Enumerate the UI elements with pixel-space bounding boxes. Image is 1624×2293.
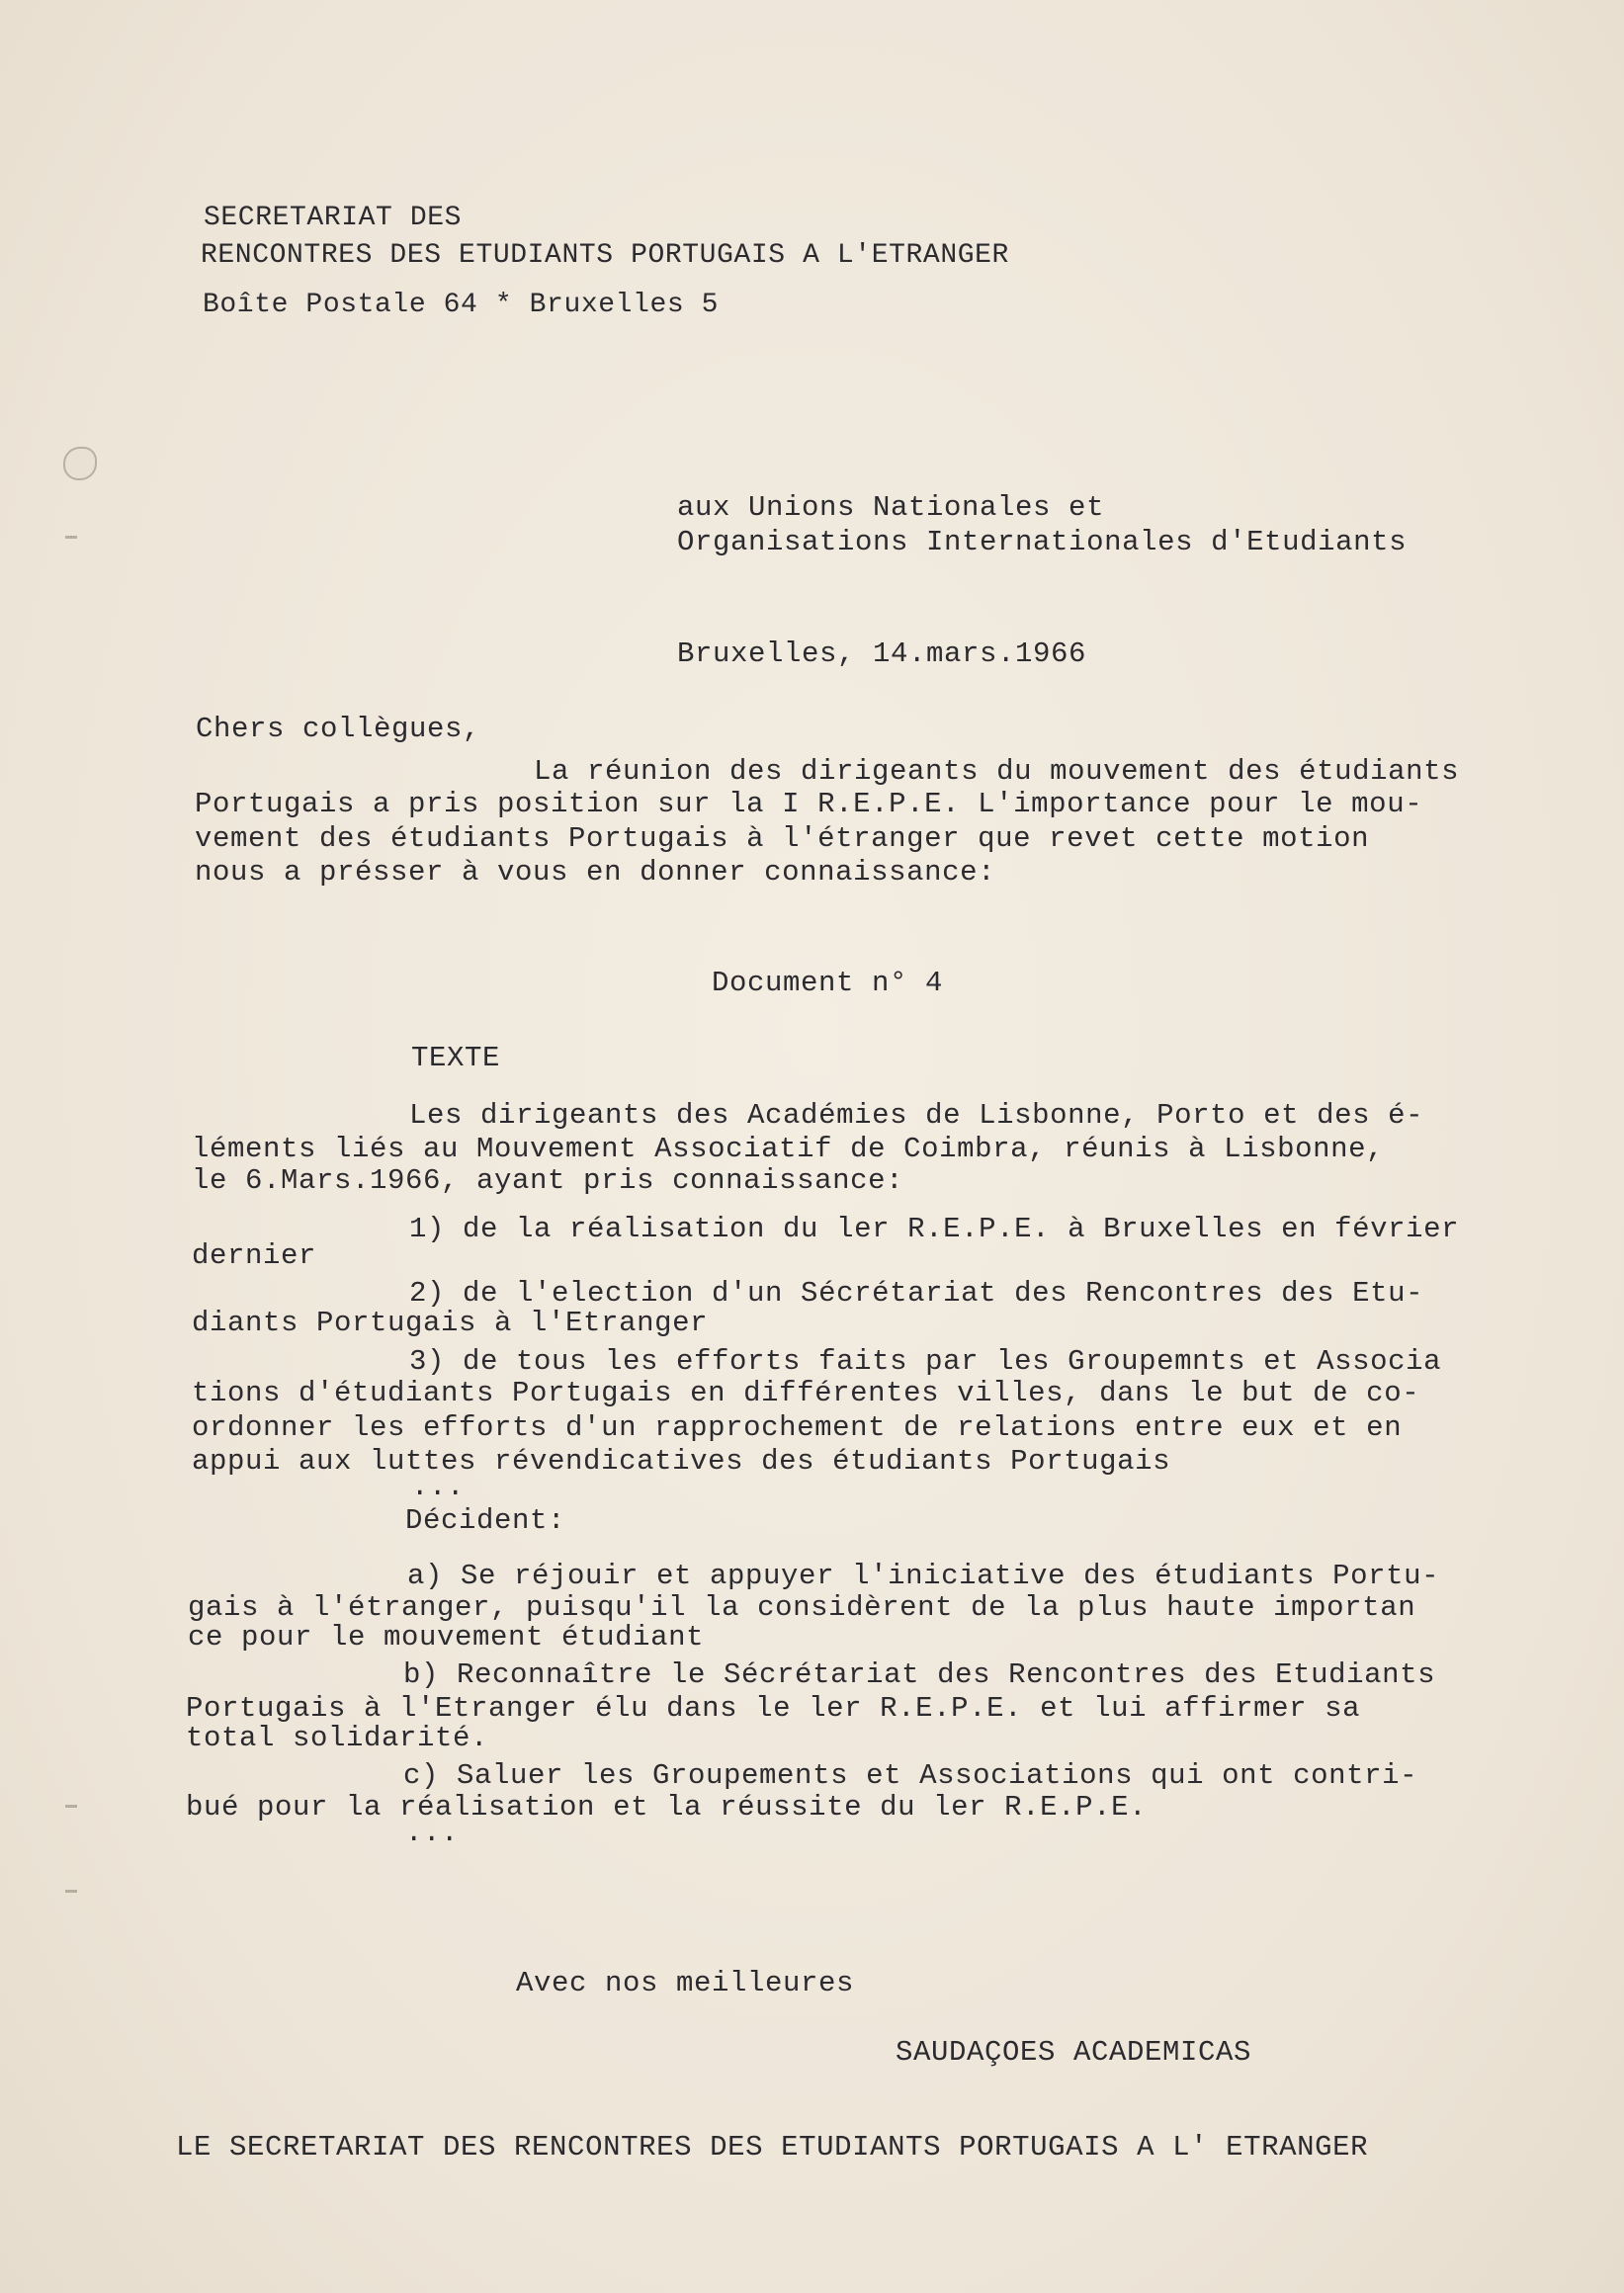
list-item: bué pour la réalisation et la réussite du ler R.E.P.E. <box>186 1791 1148 1824</box>
text-line: le 6.Mars.1966, ayant pris connaissance: <box>192 1164 904 1197</box>
margin-mark <box>65 1805 77 1808</box>
list-item: 3) de tous les efforts faits par les Groupemnts et Associa <box>409 1345 1442 1378</box>
ellipsis: ... <box>405 1817 460 1849</box>
list-item: 1) de la réalisation du ler R.E.P.E. à Bruxelles en février <box>409 1213 1460 1245</box>
date-line: Bruxelles, 14.mars.1966 <box>677 637 1087 670</box>
text-line: léments liés au Mouvement Associatif de Coimbra, réunis à Lisbonne, <box>192 1133 1385 1165</box>
text-line: Les dirigeants des Académies de Lisbonne, Porto et des é- <box>409 1099 1424 1132</box>
sender-line: RENCONTRES DES ETUDIANTS PORTUGAIS A L'ETRANGER <box>201 240 1009 271</box>
sender-line: Boîte Postale 64 * Bruxelles 5 <box>203 290 720 320</box>
list-item: b) Reconnaître le Sécrétariat des Rencontres des Etudiants <box>403 1658 1436 1691</box>
signature-line: LE SECRETARIAT DES RENCONTRES DES ETUDIANTS PORTUGAIS A L' ETRANGER <box>176 2131 1369 2164</box>
list-item: diants Portugais à l'Etranger <box>192 1307 709 1339</box>
text-line: La réunion des dirigeants du mouvement des étudiants <box>534 755 1460 788</box>
list-item: dernier <box>192 1239 317 1272</box>
greeting-line: SAUDAÇOES ACADEMICAS <box>896 2036 1252 2069</box>
ellipsis: ... <box>411 1471 466 1503</box>
list-item: Portugais à l'Etranger élu dans le ler R.E.P.E. et lui affirmer sa <box>186 1692 1361 1725</box>
recipient-line: Organisations Internationales d'Etudiants <box>677 526 1408 558</box>
list-item: ce pour le mouvement étudiant <box>188 1621 705 1654</box>
list-item: total solidarité. <box>186 1722 489 1754</box>
salutation: Chers collègues, <box>196 713 481 745</box>
text-line: vement des étudiants Portugais à l'étranger que revet cette motion <box>195 822 1370 855</box>
list-item: c) Saluer les Groupements et Associations qui ont contri- <box>403 1759 1418 1792</box>
decident-heading: Décident: <box>405 1504 566 1537</box>
sender-line: SECRETARIAT DES <box>204 203 463 233</box>
list-item: tions d'étudiants Portugais en différentes villes, dans le but de co- <box>192 1377 1420 1409</box>
punch-hole <box>63 447 97 480</box>
list-item: ordonner les efforts d'un rapprochement de relations entre eux et en <box>192 1411 1403 1444</box>
list-item: a) Se réjouir et appuyer l'iniciative des étudiants Portu- <box>407 1560 1440 1592</box>
text-line: nous a présser à vous en donner connaissance: <box>195 856 996 889</box>
closing-line: Avec nos meilleures <box>516 1967 855 1999</box>
margin-mark <box>65 536 77 539</box>
document-title: Document n° 4 <box>712 967 944 999</box>
text-line: Portugais a pris position sur la I R.E.P.E. L'importance pour le mou- <box>195 788 1423 820</box>
recipient-line: aux Unions Nationales et <box>677 491 1105 524</box>
margin-mark <box>65 1890 77 1893</box>
list-item: appui aux luttes révendicatives des étudiants Portugais <box>192 1445 1171 1478</box>
list-item: gais à l'étranger, puisqu'il la considèrent de la plus haute importan <box>188 1591 1416 1624</box>
texte-heading: TEXTE <box>411 1042 501 1074</box>
list-item: 2) de l'election d'un Sécrétariat des Rencontres des Etu- <box>409 1277 1424 1310</box>
